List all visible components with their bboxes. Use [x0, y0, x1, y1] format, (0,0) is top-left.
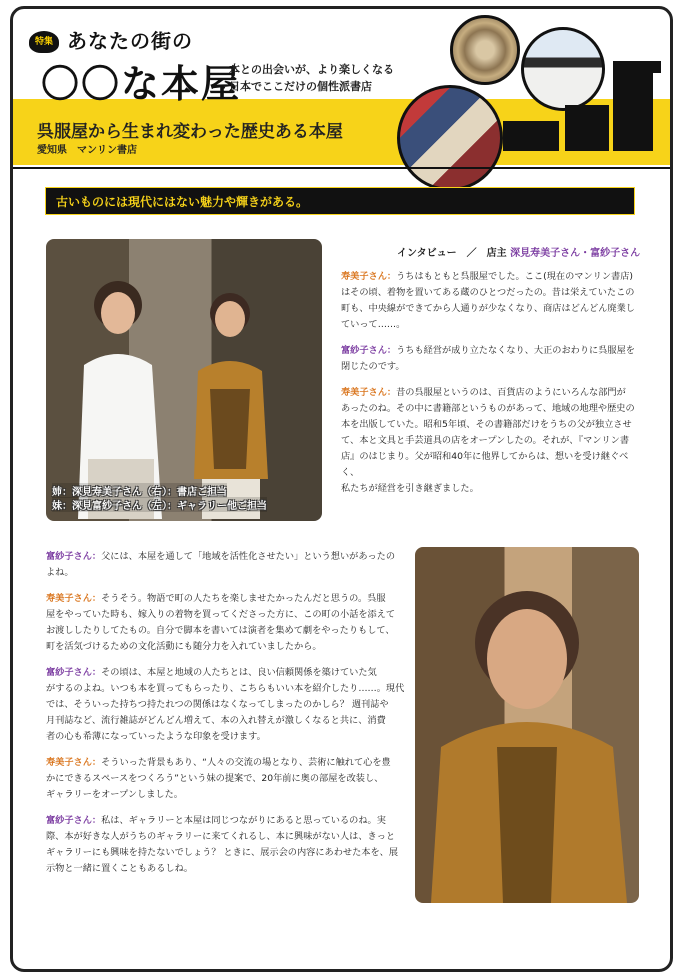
paragraph-text: ギャラリーにも興味を持たないでしょう？ ときに、展示会の内容にあわせた本を、展 — [46, 847, 399, 858]
paragraph-text: 町も、中央線ができてから人通りが少なくなり、商店はどんどん廃業し — [341, 303, 635, 314]
tagline-line-1: 本との出会いが、より楽しくなる — [229, 63, 394, 76]
paragraph-text: 店』のはじまり。父が昭和40年に他界してからは、想いを受け継ぐべく、 — [341, 451, 629, 478]
paragraph-text: かにできるスペースをつくろう”という妹の提案で、20年前に奥の部屋を改装し、 — [46, 773, 384, 784]
paragraph-line — [46, 591, 406, 607]
paragraph-line — [46, 623, 406, 639]
paragraph-line — [341, 401, 641, 417]
speaker-name: 寿美子さん： — [46, 757, 102, 768]
paragraph-line — [46, 845, 406, 861]
paragraph-text: うちはもともと呉服屋でした。ここ(現在のマンリン書店) — [396, 271, 633, 282]
owners-photo — [46, 239, 322, 521]
paragraph-line — [341, 317, 641, 333]
paragraph-text: 者の心も希薄になっていったような印象を受けます。 — [46, 731, 266, 742]
paragraph-text: がするのよね。いつも本を買ってもらったり、こちらもいい本を紹介したり……。現代 — [46, 683, 405, 694]
header-photo-circle-3 — [397, 85, 503, 191]
paragraph-line — [46, 607, 406, 623]
header-divider — [13, 167, 670, 169]
paragraph-line — [341, 417, 641, 433]
catch-copy: 古いものには現代にはない魅力や輝きがある。 — [45, 187, 635, 215]
paragraph-text: 父には、本屋を通して「地域を活性化させたい」という想いがあったの — [101, 551, 396, 562]
paragraph-text: て、本と文具と手芸道具の店をオープンしたの。それが、『マンリン書 — [341, 435, 630, 446]
paragraph-text: 月刊誌など、流行雑誌がどんどん増えて、本の入れ替えが激しくなると共に、消費 — [46, 715, 386, 726]
paragraph-text: 示物と一緒に置くこともあるしね。 — [46, 863, 193, 874]
paragraph-text: 町を活気づけるための文化活動にも随分力を入れていましたから。 — [46, 641, 322, 652]
photo-caption-fusako: 妹：深見富紗子さん（左）：ギャラリー他ご担当 — [52, 497, 267, 512]
paragraph-line — [46, 861, 406, 877]
person-sumiko-figure — [58, 269, 178, 519]
interview-paragraph — [46, 591, 406, 655]
paragraph-text: よね。 — [46, 567, 74, 578]
logo-top-text: あなたの街の — [67, 29, 193, 53]
paragraph-line — [46, 713, 406, 729]
interview-header — [397, 244, 640, 259]
paragraph-line — [341, 301, 641, 317]
tagline-line-2: 日本でここだけの個性派書店 — [229, 80, 372, 93]
paragraph-line — [46, 639, 406, 655]
interview-paragraph — [341, 343, 641, 375]
paragraph-line — [46, 665, 406, 681]
speaker-name: 寿美子さん： — [341, 387, 397, 398]
interview-paragraph — [46, 549, 406, 581]
photo-caption-sumiko: 姉：深見寿美子さん（右）：書店ご担当 — [52, 483, 227, 498]
paragraph-text: ギャラリーをオープンしました。 — [46, 789, 183, 800]
paragraph-line — [46, 829, 406, 845]
speaker-name: 富紗子さん： — [46, 815, 102, 826]
paragraph-text: そうそう。物語で町の人たちを楽しませたかったんだと思うの。呉服 — [101, 593, 386, 604]
street-graphic-2 — [565, 105, 609, 151]
fusako-photo — [415, 547, 639, 903]
paragraph-line — [46, 755, 406, 771]
speaker-name: 寿美子さん： — [341, 271, 397, 282]
feature-badge: 特集 — [29, 31, 59, 53]
paragraph-text: 昔の呉服屋というのは、百貨店のようにいろんな部門が — [396, 387, 626, 398]
paragraph-text: ていって……。 — [341, 319, 406, 330]
speaker-name: 寿美子さん： — [46, 593, 102, 604]
paragraph-text: では、そういった持ちつ持たれつの関係はなくなってしまったのかしら？ 週刊誌や — [46, 699, 389, 710]
page-subtitle: 愛知県 マンリン書店 — [37, 145, 137, 156]
paragraph-line — [341, 433, 641, 449]
interview-names: 深見寿美子さん・富紗子さん — [510, 248, 641, 259]
paragraph-text: 私は、ギャラリーと本屋は同じつながりにあると思っているのね。実 — [101, 815, 386, 826]
paragraph-line — [341, 449, 641, 481]
paragraph-text: はその頃、着物を置いてある蔵のひとつだったの。昔は栄えていたこの — [341, 287, 635, 298]
paragraph-line — [341, 359, 641, 375]
paragraph-line — [341, 343, 641, 359]
paragraph-line — [46, 729, 406, 745]
paragraph-text: あったのね。その中に書籍部というものがあって、地域の地理や歴史の — [341, 403, 635, 414]
logo-main-text: 〇〇な本屋 — [41, 62, 242, 106]
paragraph-text: 閉じたのです。 — [341, 361, 405, 372]
speaker-name: 富紗子さん： — [46, 551, 102, 562]
paragraph-text: その頃は、本屋と地域の人たちとは、良い信頼関係を築けていた気 — [101, 667, 377, 678]
paragraph-text: お渡ししたりしてたもの。自分で脚本を書いては演者を集めて劇をやったりもして、 — [46, 625, 395, 636]
paragraph-text: 私たちが経営を引き継ぎました。 — [341, 483, 479, 494]
street-graphic-1 — [503, 121, 559, 151]
interview-paragraph — [46, 665, 406, 745]
paragraph-line — [341, 285, 641, 301]
interview-paragraph — [46, 813, 406, 877]
page-frame — [10, 6, 673, 972]
interview-label: インタビュー ／ 店主 — [397, 248, 507, 259]
header-photo-circle-1 — [450, 15, 520, 85]
paragraph-line — [46, 771, 406, 787]
page-title: 呉服屋から生まれ変わった歴史ある本屋 — [37, 122, 343, 142]
paragraph-line — [341, 481, 641, 497]
paragraph-text: うちも経営が成り立たなくなり、大正のおわりに呉服屋を — [396, 345, 635, 356]
paragraph-line — [46, 787, 406, 803]
paragraph-line — [46, 697, 406, 713]
street-graphic-4 — [613, 61, 661, 73]
paragraph-line — [341, 269, 641, 285]
paragraph-line — [341, 385, 641, 401]
street-graphic-3 — [613, 69, 653, 151]
paragraph-text: 本を出版していた。昭和5年頃、その書籍部だけをうちの父が独立させ — [341, 419, 632, 430]
header — [13, 9, 670, 169]
interview-paragraph — [46, 755, 406, 803]
paragraph-line — [46, 681, 406, 697]
header-photo-circle-2 — [521, 27, 605, 111]
speaker-name: 富紗子さん： — [341, 345, 397, 356]
paragraph-line — [46, 565, 406, 581]
interview-paragraph — [341, 385, 641, 497]
interview-paragraph — [341, 269, 641, 333]
speaker-name: 富紗子さん： — [46, 667, 102, 678]
paragraph-text: 屋をやっていた時も、嫁入りの着物を買ってくださった方に、この町の小話を添えて — [46, 609, 396, 620]
paragraph-text: 際、本が好きな人がうちのギャラリーに来てくれるし、本に興味がない人は、きっと — [46, 831, 396, 842]
paragraph-line — [46, 813, 406, 829]
person-fusako-portrait — [415, 547, 639, 903]
tagline — [229, 61, 394, 95]
paragraph-text: そういった背景もあり、“人々の交流の場となり、芸術に触れて心を豊 — [101, 757, 391, 768]
paragraph-line — [46, 549, 406, 565]
